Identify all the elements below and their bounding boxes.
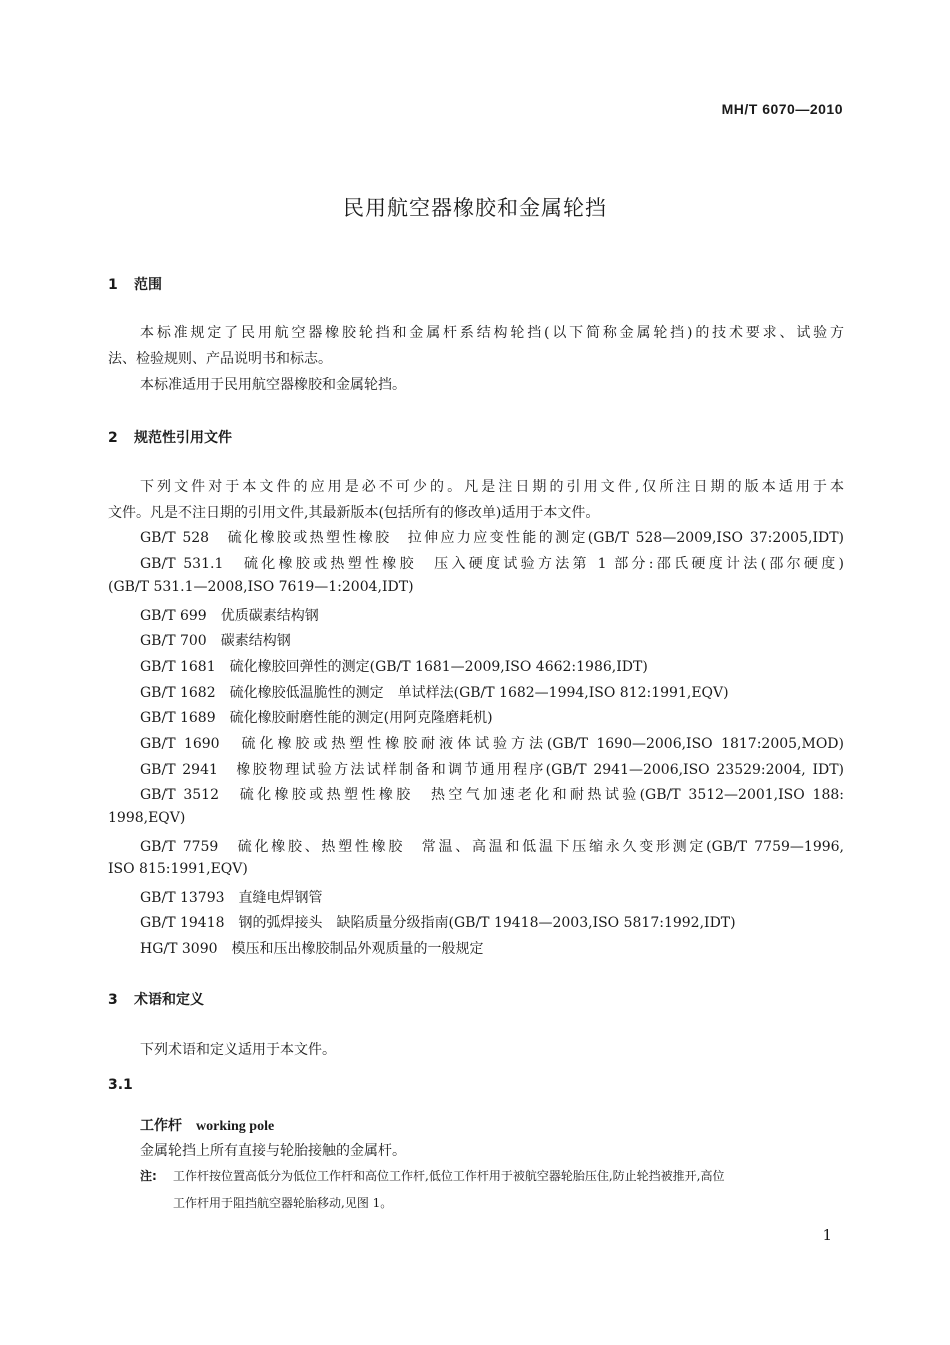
reference-item: GB/T 1689 硫化橡胶耐磨性能的测定(用阿克隆磨耗机) — [140, 710, 493, 726]
term-chinese: 工作杆 — [140, 1118, 182, 1134]
reference-item: GB/T 531.1 硫化橡胶或热塑性橡胶 压入硬度试验方法第 1 部分:邵氏硬度计法(邵尔硬度) — [140, 556, 844, 572]
subsection-number: 3.1 — [108, 1077, 133, 1093]
section-title: 规范性引用文件 — [134, 430, 232, 446]
paragraph-line: 本标准规定了民用航空器橡胶轮挡和金属杆系结构轮挡(以下简称金属轮挡)的技术要求、试验方 — [140, 325, 844, 341]
reference-item: GB/T 528 硫化橡胶或热塑性橡胶 拉伸应力应变性能的测定(GB/T 528—2009,ISO 37:2005,IDT) — [140, 530, 844, 546]
section-number: 3 — [108, 992, 118, 1008]
paragraph-line: 本标准适用于民用航空器橡胶和金属轮挡。 — [140, 377, 406, 393]
reference-item-continuation: 1998,EQV) — [108, 810, 186, 826]
note-line: 工作杆用于阻挡航空器轮胎移动,见图 1。 — [173, 1196, 393, 1210]
standard-code: MH/T 6070—2010 — [721, 101, 843, 117]
reference-item: GB/T 700 碳素结构钢 — [140, 633, 291, 649]
section-1-heading — [108, 274, 162, 294]
paragraph-line: 文件。凡是不注日期的引用文件,其最新版本(包括所有的修改单)适用于本文件。 — [108, 505, 600, 521]
reference-item-continuation: (GB/T 531.1—2008,ISO 7619—1:2004,IDT) — [108, 579, 414, 595]
reference-item: GB/T 2941 橡胶物理试验方法试样制备和调节通用程序(GB/T 2941—2006,ISO 23529:2004, IDT) — [140, 762, 844, 778]
term-english: working pole — [196, 1119, 275, 1134]
reference-item: GB/T 1690 硫化橡胶或热塑性橡胶耐液体试验方法(GB/T 1690—2006,ISO 1817:2005,MOD) — [140, 736, 844, 752]
section-title: 术语和定义 — [134, 992, 204, 1008]
note-label: 注: — [140, 1169, 157, 1183]
section-number: 1 — [108, 277, 118, 293]
note-line: 工作杆按位置高低分为低位工作杆和高位工作杆,低位工作杆用于被航空器轮胎压住,防止轮挡被推开,高位 — [173, 1169, 725, 1183]
reference-item: HG/T 3090 模压和压出橡胶制品外观质量的一般规定 — [140, 941, 484, 957]
section-title: 范围 — [134, 277, 162, 293]
paragraph-line: 下列术语和定义适用于本文件。 — [140, 1042, 336, 1058]
reference-item: GB/T 19418 钢的弧焊接头 缺陷质量分级指南(GB/T 19418—2003,ISO 5817:1992,IDT) — [140, 915, 736, 931]
reference-item: GB/T 3512 硫化橡胶或热塑性橡胶 热空气加速老化和耐热试验(GB/T 3512—2001,ISO 188: — [140, 787, 844, 803]
reference-item: GB/T 7759 硫化橡胶、热塑性橡胶 常温、高温和低温下压缩永久变形测定(GB/T 7759—1996, — [140, 839, 844, 855]
reference-item: GB/T 699 优质碳素结构钢 — [140, 608, 319, 624]
reference-item: GB/T 1681 硫化橡胶回弹性的测定(GB/T 1681—2009,ISO 4662:1986,IDT) — [140, 659, 648, 675]
section-2-heading — [108, 427, 232, 447]
section-number: 2 — [108, 430, 118, 446]
reference-item: GB/T 1682 硫化橡胶低温脆性的测定 单试样法(GB/T 1682—1994,ISO 812:1991,EQV) — [140, 685, 729, 701]
term-entry — [140, 1115, 274, 1135]
document-title: 民用航空器橡胶和金属轮挡 — [343, 196, 607, 220]
reference-item-continuation: ISO 815:1991,EQV) — [108, 861, 248, 877]
paragraph-line: 法、检验规则、产品说明书和标志。 — [108, 351, 332, 367]
term-definition: 金属轮挡上所有直接与轮胎接触的金属杆。 — [140, 1143, 406, 1159]
section-3-heading — [108, 989, 204, 1009]
page-number: 1 — [822, 1226, 832, 1244]
reference-item: GB/T 13793 直缝电焊钢管 — [140, 890, 323, 906]
paragraph-line: 下列文件对于本文件的应用是必不可少的。凡是注日期的引用文件,仅所注日期的版本适用于本 — [140, 479, 844, 495]
